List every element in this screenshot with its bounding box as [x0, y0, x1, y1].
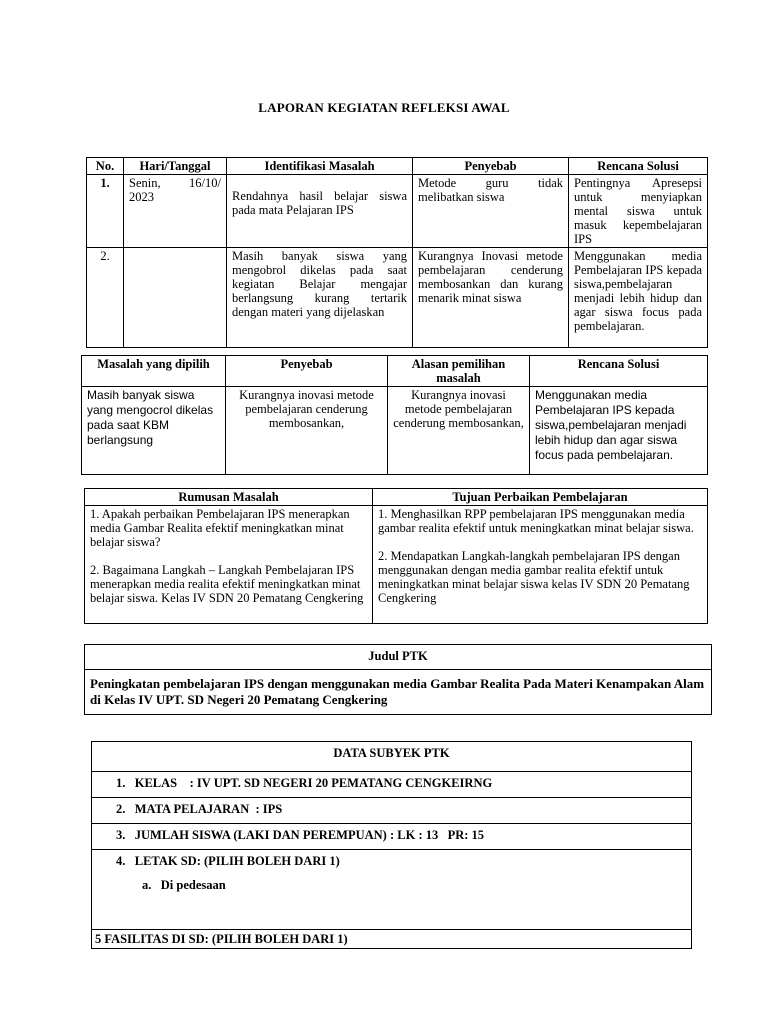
reflection-table — [86, 157, 708, 348]
table-header-row — [85, 645, 712, 670]
location-option: a. Di pedesaan — [142, 878, 226, 892]
objective-item: 1. Menghasilkan RPP pembelajaran IPS menggunakan media gambar realita efektif untuk meningkatkan minat belajar siswa. — [378, 507, 694, 535]
column-header-objective: Tujuan Perbaikan Pembelajaran — [373, 489, 708, 506]
column-header-solution: Rencana Solusi — [530, 356, 708, 387]
table-row — [92, 798, 692, 824]
table-row — [92, 850, 692, 930]
table-header-row — [82, 356, 708, 387]
table-header-row — [85, 489, 708, 506]
subject-item-students: 3. JUMLAH SISWA (LAKI DAN PEREMPUAN) : LK : 13 PR: 15 — [92, 824, 692, 850]
subject-item-location — [92, 850, 692, 930]
problem-formulation-table — [84, 488, 708, 624]
ptk-title-header: Judul PTK — [85, 645, 712, 670]
table-header-row — [92, 742, 692, 772]
subject-item-facilities: 5 FASILITAS DI SD: (PILIH BOLEH DARI 1) — [92, 930, 692, 949]
row-solution: Pentingnya Apresepsi untuk menyiapkan mental siswa untuk masuk kepembelajaran IPS — [569, 175, 708, 248]
column-header-formulation: Rumusan Masalah — [85, 489, 373, 506]
row-issue: Rendahnya hasil belajar siswa pada mata Pelajaran IPS — [227, 175, 413, 248]
column-header-date: Hari/Tanggal — [124, 158, 227, 175]
subject-data-header: DATA SUBYEK PTK — [92, 742, 692, 772]
selected-solution: Menggunakan media Pembelajaran IPS kepada siswa,pembelajaran menjadi lebih hidup dan agar siswa focus pada pembelajaran. — [530, 387, 708, 475]
table-row — [82, 387, 708, 475]
table-row — [92, 772, 692, 798]
objective-item: 2. Mendapatkan Langkah-langkah pembelajaran IPS dengan menggunakan dengan media gambar realita efektif untuk meningkatkan minat belajar siswa kelas IV SDN 20 Pematang Cengkering — [378, 549, 690, 605]
row-date — [124, 248, 227, 348]
selected-problem-table — [81, 355, 708, 475]
subject-data-table — [91, 741, 692, 949]
table-row — [87, 248, 708, 348]
table-row — [85, 670, 712, 715]
column-header-reason: Alasan pemilihan masalah — [388, 356, 530, 387]
row-cause: Metode guru tidak melibatkan siswa — [413, 175, 569, 248]
formulation-cell — [85, 506, 373, 624]
row-cause: Kurangnya Inovasi metode pembelajaran cenderung membosankan dan kurang menarik minat siswa — [413, 248, 569, 348]
column-header-issue: Identifikasi Masalah — [227, 158, 413, 175]
row-number: 1. — [87, 175, 124, 248]
column-header-cause: Penyebab — [413, 158, 569, 175]
row-issue: Masih banyak siswa yang mengobrol dikelas pada saat kegiatan Belajar mengajar berlangsung kurang tertarik dengan materi yang dijelaskan — [227, 248, 413, 348]
row-date: Senin, 16/10/ 2023 — [124, 175, 227, 248]
ptk-title-table — [84, 644, 712, 715]
column-header-cause: Penyebab — [226, 356, 388, 387]
table-row — [92, 824, 692, 850]
column-header-solution: Rencana Solusi — [569, 158, 708, 175]
table-row — [85, 506, 708, 624]
column-header-problem: Masalah yang dipilih — [82, 356, 226, 387]
row-number: 2. — [87, 248, 124, 348]
table-header-row — [87, 158, 708, 175]
page-title: LAPORAN KEGIATAN REFLEKSI AWAL — [258, 100, 510, 115]
selected-cause: Kurangnya inovasi metode pembelajaran cenderung membosankan, — [226, 387, 388, 475]
ptk-title-text: Peningkatan pembelajaran IPS dengan menggunakan media Gambar Realita Pada Materi Kenampakan Alam di Kelas IV UPT. SD Negeri 20 Pematang Cengkering — [85, 670, 712, 715]
table-row — [92, 930, 692, 949]
selected-problem: Masih banyak siswa yang mengocrol dikelas pada saat KBM berlangsung — [82, 387, 226, 475]
row-solution: Menggunakan media Pembelajaran IPS kepada siswa,pembelajaran menjadi lebih hidup dan agar siswa focus pada pembelajaran. — [569, 248, 708, 348]
formulation-item: 1. Apakah perbaikan Pembelajaran IPS menerapkan media Gambar Realita efektif meningkatkan minat belajar siswa? — [90, 507, 350, 549]
column-header-no: No. — [87, 158, 124, 175]
table-row — [87, 175, 708, 248]
objective-cell — [373, 506, 708, 624]
formulation-item: 2. Bagaimana Langkah – Langkah Pembelajaran IPS menerapkan media realita efektif meningkatkan minat belajar siswa. Kelas IV SDN 20 Pematang Cengkering — [90, 563, 364, 605]
subject-item-class: 1. KELAS : IV UPT. SD NEGERI 20 PEMATANG CENGKEIRNG — [92, 772, 692, 798]
location-label: 4. LETAK SD: (PILIH BOLEH DARI 1) — [116, 854, 340, 868]
selection-reason: Kurangnya inovasi metode pembelajaran cenderung membosankan, — [388, 387, 530, 475]
subject-item-subject: 2. MATA PELAJARAN : IPS — [92, 798, 692, 824]
